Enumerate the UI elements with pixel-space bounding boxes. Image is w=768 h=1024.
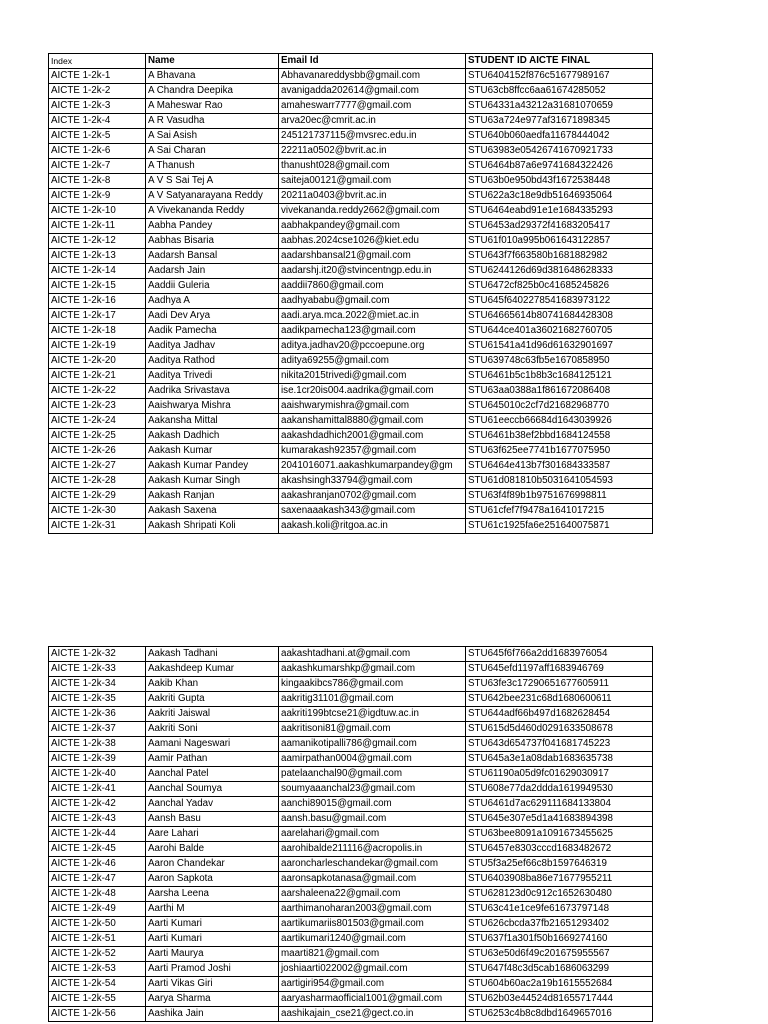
cell-name: Aashika Jain: [146, 1007, 279, 1022]
cell-student-id: STU644adf66b497d1682628454: [466, 707, 653, 722]
cell-email: aartikumari1240@gmail.com: [279, 932, 466, 947]
cell-email: aaronsapkotanasa@gmail.com: [279, 872, 466, 887]
cell-email: aarelahari@gmail.com: [279, 827, 466, 842]
table-row: [49, 324, 653, 339]
cell-student-id: STU608e77da2ddda1619949530: [466, 782, 653, 797]
cell-name: Aakash Ranjan: [146, 489, 279, 504]
cell-index: AICTE 1-2k-25: [49, 429, 146, 444]
cell-name: Aarthi M: [146, 902, 279, 917]
cell-student-id: STU6461b38ef2bbd1684124558: [466, 429, 653, 444]
cell-student-id: STU645a3e1a08dab1683635738: [466, 752, 653, 767]
cell-student-id: STU615d5d460d0291633508678: [466, 722, 653, 737]
cell-name: Aarti Maurya: [146, 947, 279, 962]
cell-student-id: STU64331a43212a31681070659: [466, 99, 653, 114]
cell-index: AICTE 1-2k-45: [49, 842, 146, 857]
header-index: Index: [49, 54, 146, 69]
table-row: [49, 917, 653, 932]
cell-student-id: STU63983e05426741670921733: [466, 144, 653, 159]
table-row: [49, 782, 653, 797]
table-row: [49, 752, 653, 767]
cell-index: AICTE 1-2k-41: [49, 782, 146, 797]
table-row: [49, 234, 653, 249]
cell-name: Aakashdeep Kumar: [146, 662, 279, 677]
cell-name: Aaditya Trivedi: [146, 369, 279, 384]
cell-student-id: STU642bee231c68d1680600611: [466, 692, 653, 707]
cell-index: AICTE 1-2k-43: [49, 812, 146, 827]
table-row: [49, 872, 653, 887]
cell-student-id: STU6404152f876c51677989167: [466, 69, 653, 84]
cell-name: Aaron Chandekar: [146, 857, 279, 872]
cell-index: AICTE 1-2k-14: [49, 264, 146, 279]
cell-student-id: STU628123d0c912c1652630480: [466, 887, 653, 902]
table-row: [49, 144, 653, 159]
table-row: [49, 962, 653, 977]
cell-name: Aakash Kumar Pandey: [146, 459, 279, 474]
cell-email: aarthimanoharan2003@gmail.com: [279, 902, 466, 917]
cell-index: AICTE 1-2k-11: [49, 219, 146, 234]
header-row: [49, 54, 653, 69]
cell-name: A Sai Charan: [146, 144, 279, 159]
table-row: [49, 812, 653, 827]
table-row: [49, 174, 653, 189]
cell-email: kingaakibcs786@gmail.com: [279, 677, 466, 692]
cell-name: A V Satyanarayana Reddy: [146, 189, 279, 204]
cell-index: AICTE 1-2k-27: [49, 459, 146, 474]
cell-email: aansh.basu@gmail.com: [279, 812, 466, 827]
cell-name: A Maheswar Rao: [146, 99, 279, 114]
cell-index: AICTE 1-2k-55: [49, 992, 146, 1007]
cell-email: saxenaaakash343@gmail.com: [279, 504, 466, 519]
cell-student-id: STU6464e413b7f301684333587: [466, 459, 653, 474]
cell-index: AICTE 1-2k-23: [49, 399, 146, 414]
cell-name: Aarti Pramod Joshi: [146, 962, 279, 977]
cell-name: Aarti Vikas Giri: [146, 977, 279, 992]
cell-student-id: STU6464b87a6e9741684322426: [466, 159, 653, 174]
cell-index: AICTE 1-2k-51: [49, 932, 146, 947]
cell-email: aakritisoni81@gmail.com: [279, 722, 466, 737]
cell-name: Aaron Sapkota: [146, 872, 279, 887]
cell-index: AICTE 1-2k-13: [49, 249, 146, 264]
cell-name: A Bhavana: [146, 69, 279, 84]
cell-index: AICTE 1-2k-28: [49, 474, 146, 489]
table-row: [49, 399, 653, 414]
cell-email: akashsingh33794@gmail.com: [279, 474, 466, 489]
table-row: [49, 647, 653, 662]
cell-name: Aarya Sharma: [146, 992, 279, 1007]
cell-email: aabhakpandey@gmail.com: [279, 219, 466, 234]
cell-student-id: STU645010c2cf7d21682968770: [466, 399, 653, 414]
cell-student-id: STU6453ad29372f41683205417: [466, 219, 653, 234]
cell-email: joshiaarti022002@gmail.com: [279, 962, 466, 977]
cell-email: aakashdadhich2001@gmail.com: [279, 429, 466, 444]
cell-email: aadarshj.it20@stvincentngp.edu.in: [279, 264, 466, 279]
cell-student-id: STU63f625ee7741b1677075950: [466, 444, 653, 459]
cell-student-id: STU6457e8303cccd1683482672: [466, 842, 653, 857]
cell-index: AICTE 1-2k-4: [49, 114, 146, 129]
cell-email: aabhas.2024cse1026@kiet.edu: [279, 234, 466, 249]
cell-name: Aakash Dadhich: [146, 429, 279, 444]
student-table-part-2: [48, 646, 653, 1022]
table-row: [49, 902, 653, 917]
cell-student-id: STU6244126d69d381648628333: [466, 264, 653, 279]
cell-student-id: STU61f010a995b061643122857: [466, 234, 653, 249]
cell-student-id: STU63bee8091a1091673455625: [466, 827, 653, 842]
cell-student-id: STU645f6402278541683973122: [466, 294, 653, 309]
table-row: [49, 519, 653, 534]
table-row: [49, 414, 653, 429]
cell-email: Abhavanareddysbb@gmail.com: [279, 69, 466, 84]
table-row: [49, 722, 653, 737]
cell-name: Aadrika Srivastava: [146, 384, 279, 399]
cell-name: Aakriti Jaiswal: [146, 707, 279, 722]
cell-email: aakanshamittal8880@gmail.com: [279, 414, 466, 429]
table-row: [49, 662, 653, 677]
cell-student-id: STU63a724e977af31671898345: [466, 114, 653, 129]
cell-email: aaishwarymishra@gmail.com: [279, 399, 466, 414]
cell-index: AICTE 1-2k-17: [49, 309, 146, 324]
cell-name: Aanchal Patel: [146, 767, 279, 782]
cell-student-id: STU645efd1197aff1683946769: [466, 662, 653, 677]
table-row: [49, 842, 653, 857]
cell-email: 245121737115@mvsrec.edu.in: [279, 129, 466, 144]
cell-index: AICTE 1-2k-1: [49, 69, 146, 84]
cell-email: aadarshbansal21@gmail.com: [279, 249, 466, 264]
cell-student-id: STU640b060aedfa11678444042: [466, 129, 653, 144]
cell-index: AICTE 1-2k-12: [49, 234, 146, 249]
table-row: [49, 264, 653, 279]
table-row: [49, 737, 653, 752]
cell-email: 20211a0403@bvrit.ac.in: [279, 189, 466, 204]
cell-name: A R Vasudha: [146, 114, 279, 129]
table-row: [49, 827, 653, 842]
cell-student-id: STU643f7f663580b1681882982: [466, 249, 653, 264]
table-row: [49, 99, 653, 114]
cell-name: A Sai Asish: [146, 129, 279, 144]
cell-student-id: STU643d654737f041681745223: [466, 737, 653, 752]
table-row: [49, 947, 653, 962]
cell-index: AICTE 1-2k-22: [49, 384, 146, 399]
cell-student-id: STU63aa0388a1f861672086408: [466, 384, 653, 399]
cell-student-id: STU61eeccb66684d1643039926: [466, 414, 653, 429]
cell-name: Aarti Kumari: [146, 917, 279, 932]
table-row: [49, 369, 653, 384]
table-row: [49, 797, 653, 812]
cell-email: aditya.jadhav20@pccoepune.org: [279, 339, 466, 354]
cell-index: AICTE 1-2k-40: [49, 767, 146, 782]
cell-index: AICTE 1-2k-2: [49, 84, 146, 99]
cell-name: Aaditya Jadhav: [146, 339, 279, 354]
cell-email: vivekananda.reddy2662@gmail.com: [279, 204, 466, 219]
cell-name: Aakash Shripati Koli: [146, 519, 279, 534]
cell-name: A V S Sai Tej A: [146, 174, 279, 189]
cell-index: AICTE 1-2k-6: [49, 144, 146, 159]
cell-email: aadhyababu@gmail.com: [279, 294, 466, 309]
cell-index: AICTE 1-2k-54: [49, 977, 146, 992]
cell-name: Aakash Tadhani: [146, 647, 279, 662]
cell-index: AICTE 1-2k-29: [49, 489, 146, 504]
table-row: [49, 444, 653, 459]
cell-name: Aadarsh Bansal: [146, 249, 279, 264]
cell-index: AICTE 1-2k-9: [49, 189, 146, 204]
cell-email: saiteja00121@gmail.com: [279, 174, 466, 189]
cell-name: A Chandra Deepika: [146, 84, 279, 99]
cell-index: AICTE 1-2k-18: [49, 324, 146, 339]
cell-student-id: STU61541a41d96d61632901697: [466, 339, 653, 354]
cell-index: AICTE 1-2k-53: [49, 962, 146, 977]
cell-email: arva20ec@cmrit.ac.in: [279, 114, 466, 129]
cell-email: soumyaaanchal23@gmail.com: [279, 782, 466, 797]
table-body-1: [49, 69, 653, 534]
cell-name: Aare Lahari: [146, 827, 279, 842]
cell-index: AICTE 1-2k-32: [49, 647, 146, 662]
cell-student-id: STU61d081810b5031641054593: [466, 474, 653, 489]
cell-student-id: STU5f3a25ef66c8b1597646319: [466, 857, 653, 872]
table-body-2: [49, 647, 653, 1022]
cell-student-id: STU6461b5c1b8b3c1684125121: [466, 369, 653, 384]
cell-index: AICTE 1-2k-50: [49, 917, 146, 932]
cell-email: aanchi89015@gmail.com: [279, 797, 466, 812]
cell-email: amaheswarr7777@gmail.com: [279, 99, 466, 114]
cell-email: nikita2015trivedi@gmail.com: [279, 369, 466, 384]
table-row: [49, 189, 653, 204]
cell-student-id: STU63c41e1ce9fe61673797148: [466, 902, 653, 917]
cell-index: AICTE 1-2k-10: [49, 204, 146, 219]
cell-name: Aabha Pandey: [146, 219, 279, 234]
table-row: [49, 354, 653, 369]
cell-email: aamirpathan0004@gmail.com: [279, 752, 466, 767]
cell-email: 2041016071.aakashkumarpandey@gm: [279, 459, 466, 474]
cell-student-id: STU6403908ba86e71677955211: [466, 872, 653, 887]
cell-student-id: STU63b0e950bd43f1672538448: [466, 174, 653, 189]
table-row: [49, 309, 653, 324]
header-student-id: STUDENT ID AICTE FINAL: [466, 54, 653, 69]
cell-email: aakashranjan0702@gmail.com: [279, 489, 466, 504]
table-row: [49, 114, 653, 129]
cell-student-id: STU63fe3c17290651677605911: [466, 677, 653, 692]
cell-name: Aakib Khan: [146, 677, 279, 692]
table-row: [49, 339, 653, 354]
table-row: [49, 857, 653, 872]
table-row: [49, 69, 653, 84]
table-row: [49, 459, 653, 474]
cell-name: A Thanush: [146, 159, 279, 174]
cell-index: AICTE 1-2k-19: [49, 339, 146, 354]
table-row: [49, 474, 653, 489]
cell-email: 22211a0502@bvrit.ac.in: [279, 144, 466, 159]
table-row: [49, 677, 653, 692]
cell-name: Aabhas Bisaria: [146, 234, 279, 249]
table-row: [49, 294, 653, 309]
header-email: Email Id: [279, 54, 466, 69]
cell-name: Aarohi Balde: [146, 842, 279, 857]
cell-index: AICTE 1-2k-44: [49, 827, 146, 842]
table-row: [49, 279, 653, 294]
cell-index: AICTE 1-2k-42: [49, 797, 146, 812]
cell-student-id: STU6461d7ac629111684133804: [466, 797, 653, 812]
cell-index: AICTE 1-2k-36: [49, 707, 146, 722]
cell-email: aaddii7860@gmail.com: [279, 279, 466, 294]
table-row: [49, 489, 653, 504]
cell-index: AICTE 1-2k-52: [49, 947, 146, 962]
table-row: [49, 932, 653, 947]
table-row: [49, 219, 653, 234]
cell-student-id: STU622a3c18e9db51646935064: [466, 189, 653, 204]
cell-index: AICTE 1-2k-47: [49, 872, 146, 887]
table-row: [49, 1007, 653, 1022]
cell-student-id: STU63f4f89b1b9751676998811: [466, 489, 653, 504]
cell-index: AICTE 1-2k-20: [49, 354, 146, 369]
cell-name: Aadi Dev Arya: [146, 309, 279, 324]
cell-name: Aaddii Guleria: [146, 279, 279, 294]
cell-index: AICTE 1-2k-48: [49, 887, 146, 902]
cell-index: AICTE 1-2k-3: [49, 99, 146, 114]
cell-student-id: STU64665614b80741684428308: [466, 309, 653, 324]
cell-index: AICTE 1-2k-49: [49, 902, 146, 917]
cell-student-id: STU604b60ac2a19b1615552684: [466, 977, 653, 992]
table-row: [49, 504, 653, 519]
cell-student-id: STU6464eabd91e1e1684335293: [466, 204, 653, 219]
cell-index: AICTE 1-2k-21: [49, 369, 146, 384]
cell-name: Aaditya Rathod: [146, 354, 279, 369]
cell-email: aarshaleena22@gmail.com: [279, 887, 466, 902]
cell-name: Aakash Kumar Singh: [146, 474, 279, 489]
cell-student-id: STU6253c4b8c8dbd1649657016: [466, 1007, 653, 1022]
cell-email: ise.1cr20is004.aadrika@gmail.com: [279, 384, 466, 399]
cell-student-id: STU61c1925fa6e251640075871: [466, 519, 653, 534]
cell-name: Aakash Kumar: [146, 444, 279, 459]
cell-student-id: STU62b03e44524d81655717444: [466, 992, 653, 1007]
cell-student-id: STU61190a05d9fc01629030917: [466, 767, 653, 782]
cell-index: AICTE 1-2k-7: [49, 159, 146, 174]
cell-student-id: STU645f6f766a2dd1683976054: [466, 647, 653, 662]
cell-index: AICTE 1-2k-5: [49, 129, 146, 144]
cell-name: Aadarsh Jain: [146, 264, 279, 279]
student-table-part-1: [48, 53, 653, 534]
table-row: [49, 992, 653, 1007]
cell-email: aartikumariis801503@gmail.com: [279, 917, 466, 932]
cell-index: AICTE 1-2k-33: [49, 662, 146, 677]
cell-student-id: STU63e50d6f49c201675955567: [466, 947, 653, 962]
cell-index: AICTE 1-2k-16: [49, 294, 146, 309]
cell-index: AICTE 1-2k-37: [49, 722, 146, 737]
cell-email: aakashtadhani.at@gmail.com: [279, 647, 466, 662]
cell-name: Aakriti Soni: [146, 722, 279, 737]
cell-name: Aadhya A: [146, 294, 279, 309]
table-row: [49, 384, 653, 399]
cell-email: aditya69255@gmail.com: [279, 354, 466, 369]
cell-index: AICTE 1-2k-56: [49, 1007, 146, 1022]
cell-student-id: STU63cb8ffcc6aa61674285052: [466, 84, 653, 99]
cell-index: AICTE 1-2k-38: [49, 737, 146, 752]
cell-email: maarti821@gmail.com: [279, 947, 466, 962]
table-row: [49, 159, 653, 174]
table-row: [49, 692, 653, 707]
cell-index: AICTE 1-2k-39: [49, 752, 146, 767]
table-row: [49, 767, 653, 782]
cell-name: Aarti Kumari: [146, 932, 279, 947]
cell-name: A Vivekananda Reddy: [146, 204, 279, 219]
cell-email: aashikajain_cse21@gect.co.in: [279, 1007, 466, 1022]
cell-name: Aakansha Mittal: [146, 414, 279, 429]
cell-index: AICTE 1-2k-26: [49, 444, 146, 459]
cell-email: aadikpamecha123@gmail.com: [279, 324, 466, 339]
table-row: [49, 707, 653, 722]
cell-email: aadi.arya.mca.2022@miet.ac.in: [279, 309, 466, 324]
cell-email: aakritig31101@gmail.com: [279, 692, 466, 707]
table-row: [49, 249, 653, 264]
cell-email: aartigiri954@gmail.com: [279, 977, 466, 992]
cell-name: Aakash Saxena: [146, 504, 279, 519]
cell-index: AICTE 1-2k-34: [49, 677, 146, 692]
cell-email: aaroncharleschandekar@gmail.com: [279, 857, 466, 872]
cell-student-id: STU645e307e5d1a41683894398: [466, 812, 653, 827]
cell-name: Aarsha Leena: [146, 887, 279, 902]
cell-name: Aakriti Gupta: [146, 692, 279, 707]
cell-name: Aaishwarya Mishra: [146, 399, 279, 414]
cell-email: aakash.koli@ritgoa.ac.in: [279, 519, 466, 534]
cell-email: aarohibalde211116@acropolis.in: [279, 842, 466, 857]
cell-email: avanigadda202614@gmail.com: [279, 84, 466, 99]
cell-email: aamanikotipalli786@gmail.com: [279, 737, 466, 752]
cell-index: AICTE 1-2k-31: [49, 519, 146, 534]
cell-email: kumarakash92357@gmail.com: [279, 444, 466, 459]
cell-email: aakriti199btcse21@igdtuw.ac.in: [279, 707, 466, 722]
cell-name: Aansh Basu: [146, 812, 279, 827]
cell-student-id: STU637f1a301f50b1669274160: [466, 932, 653, 947]
cell-student-id: STU626cbcda37fb21651293402: [466, 917, 653, 932]
table-row: [49, 204, 653, 219]
cell-name: Aadik Pamecha: [146, 324, 279, 339]
header-name: Name: [146, 54, 279, 69]
cell-name: Aamani Nageswari: [146, 737, 279, 752]
table-row: [49, 429, 653, 444]
cell-student-id: STU647f48c3d5cab1686063299: [466, 962, 653, 977]
cell-index: AICTE 1-2k-8: [49, 174, 146, 189]
cell-name: Aamir Pathan: [146, 752, 279, 767]
table-row: [49, 129, 653, 144]
cell-index: AICTE 1-2k-24: [49, 414, 146, 429]
cell-index: AICTE 1-2k-46: [49, 857, 146, 872]
cell-student-id: STU639748c63fb5e1670858950: [466, 354, 653, 369]
cell-email: aakashkumarshkp@gmail.com: [279, 662, 466, 677]
cell-email: patelaanchal90@gmail.com: [279, 767, 466, 782]
table-row: [49, 887, 653, 902]
cell-index: AICTE 1-2k-35: [49, 692, 146, 707]
table-row: [49, 84, 653, 99]
cell-email: aaryasharmaofficial1001@gmail.com: [279, 992, 466, 1007]
cell-student-id: STU61cfef7f9478a1641017215: [466, 504, 653, 519]
cell-name: Aanchal Soumya: [146, 782, 279, 797]
cell-index: AICTE 1-2k-15: [49, 279, 146, 294]
cell-index: AICTE 1-2k-30: [49, 504, 146, 519]
cell-name: Aanchal Yadav: [146, 797, 279, 812]
cell-student-id: STU6472cf825b0c41685245826: [466, 279, 653, 294]
table-row: [49, 977, 653, 992]
cell-student-id: STU644ce401a36021682760705: [466, 324, 653, 339]
cell-email: thanusht028@gmail.com: [279, 159, 466, 174]
